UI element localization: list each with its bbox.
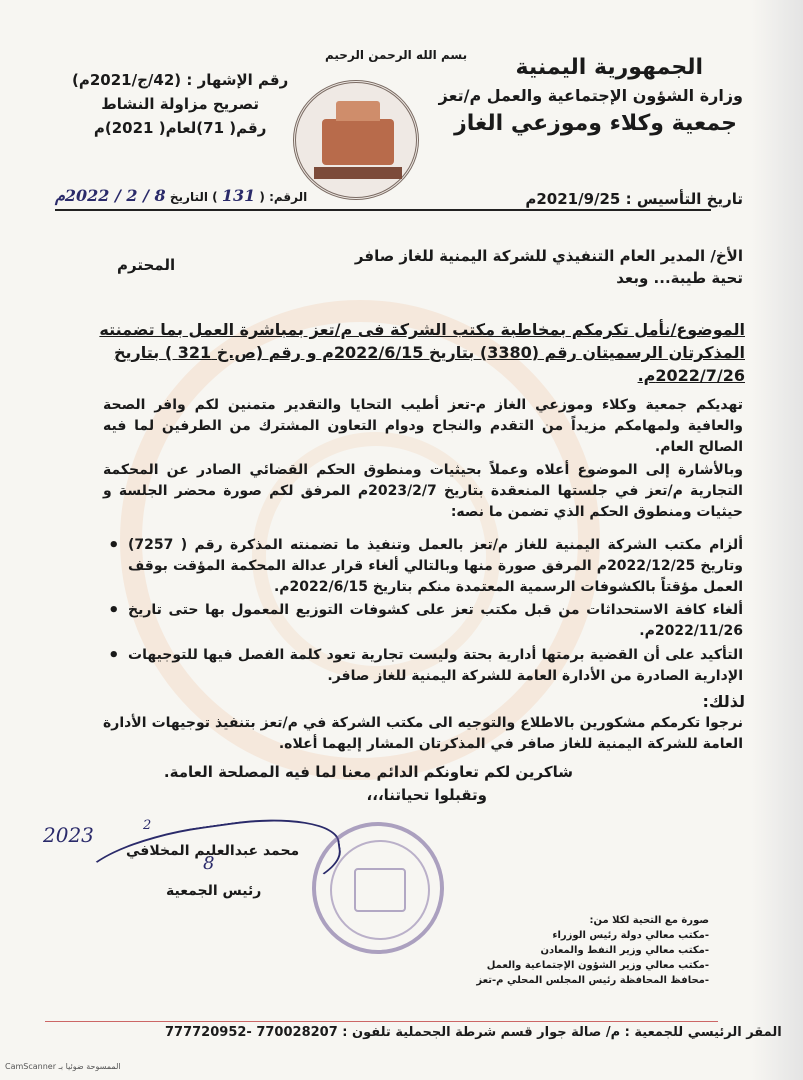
respect-label: المحترم [117, 256, 176, 274]
page-edge-shadow [751, 0, 803, 1080]
official-stamp [312, 822, 444, 954]
greeting-line: تحية طيبة... وبعد [616, 269, 743, 287]
association-name: جمعية وكلاء وموزعي الغاز [454, 111, 737, 136]
signatory-title: رئيس الجمعية [166, 883, 262, 899]
subject-line: الموضوع/نأمل تكرمكم بمخاطبة مكتب الشركة فى م/تعز بمباشرة العمل بما تضمنته المذكرتان الرسميتان رقم (3380) بتاريخ 2022/6/15م و رقم (ص.خ 321 ) بتاريخ 2022/7/26م. [99, 320, 745, 385]
permit-label: تصريح مزاولة النشاط [101, 95, 260, 113]
ref-label: الرقم: ( [259, 190, 308, 204]
handwritten-year: 2023 [43, 823, 94, 847]
cc-title: صورة مع التحية لكلا من: [589, 915, 709, 926]
bullet-item: ألزام مكتب الشركة اليمنية للغاز م/تعز بالعمل وتنفيذ ما تضمنته المذكرة رقم ( 7257) وتاريخ 2022/12/25م المرفق صورة منها وبالتالي ألغاء قرار عدالة المحكمة المؤقت بوقف العمل مؤقتاً بالكشوفات الرسمية المعتمدة منكم بتاريخ 2022/6/15م. • [128, 535, 743, 598]
date-label: ) التاريخ [169, 190, 218, 204]
bullet-item: التأكيد على أن القضية برمتها أدارية بحتة وليست تجارية تعود كلمة الفصل فيها للتوجيهات الإدارية الصادرة من الأدارة العامة للشركة اليمنية للغاز صافر. • [128, 645, 743, 687]
cc-item: -مكتب معالي دولة رئيس الوزراء [552, 930, 709, 941]
body-paragraph-3: نرجوا تكرمكم مشكورين بالاطلاع والتوجيه الى مكتب الشركة في م/تعز بتنفيذ توجيهات الأدارة العامة للشركة اليمنية للغاز صافر في المذكرتان المشار إليهما أعلاه. [103, 715, 743, 752]
footer-address: المقر الرئيسي للجمعية : م/ صالة جوار قسم شرطة الجحملية تلفون : 770028207 -777720952 [165, 1025, 782, 1040]
scanner-watermark: CamScanner الممسوحة ضوئيا بـ [5, 1062, 121, 1071]
ref-number: 131 [221, 186, 256, 205]
date-value: 8 / 2 / 2022م [55, 186, 166, 205]
handwritten-number: 2 [143, 818, 152, 833]
basmala: بسم الله الرحمن الرحيم [325, 48, 468, 62]
logo-base [314, 167, 402, 179]
stamp-emblem-icon [354, 868, 406, 912]
ministry-name: وزارة الشؤون الإجتماعية والعمل م/تعز [438, 86, 743, 105]
addressee-block [103, 245, 743, 289]
regards-line: وتقبلوا تحياتنا،،، [366, 786, 487, 804]
thanks-line: شاكرين لكم تعاونكم الدائم معنا لما فيه المصلحة العامة. [163, 763, 573, 781]
country-name: الجمهورية اليمنية [515, 55, 703, 80]
cc-list [476, 913, 709, 988]
registration-number: رقم الإشهار : (42/ج/2021م) [72, 71, 289, 89]
footer-divider [45, 1021, 718, 1022]
logo-building-icon [322, 119, 394, 165]
cc-item: -محافظ المحافظة رئيس المجلس المحلي م-تعز [476, 975, 709, 986]
permit-number: رقم( 71)لعام( 2021)م [93, 119, 267, 137]
cc-item: -مكتب معالي وزير الشؤون الإجتماعية والعمل [486, 960, 709, 971]
signatory-name: محمد عبدالعليم المخلافي [126, 843, 300, 859]
founding-date: تاريخ التأسيس : 2021/9/25م [525, 190, 743, 208]
letterhead-right [439, 55, 743, 136]
header-divider [55, 209, 711, 211]
reference-line [55, 186, 307, 205]
letterhead-left [72, 68, 288, 140]
body-paragraph-1: تهديكم جمعية وكلاء وموزعي الغاز م-تعز أطيب التحايا والتقدير متمنين لكم وافر الصحة والعافية ولمهامكم مزيداً من التقدم والنجاح ودوام التعاون المشترك من الطرفين لما فيه الصالح العام. [103, 397, 743, 455]
cc-item: -مكتب معالي وزير النفط والمعادن [540, 945, 709, 956]
addressee-line: الأخ/ المدير العام التنفيذي للشركة اليمنية للغاز صافر [354, 247, 743, 265]
body-paragraph-2: وبالأشارة إلى الموضوع أعلاه وعملاً بحيثيات ومنطوق الحكم القضائي الصادر عن المحكمة التجارية م/تعز في جلستها المنعقدة بتاريخ 2023/2/7م المرفق لكم صورة محضر الجلسة و حيثيات ومنطوق الحكم الذي تضمن ما نصه: [103, 462, 743, 520]
bullet-item: ألغاء كافة الاستحداثات من قبل مكتب تعز على كشوفات التوزيع المعمول بها حتى تاريخ 2022/11/26م. • [128, 600, 743, 642]
handwritten-day: 8 [203, 853, 215, 874]
therefore-label: لذلك: [702, 692, 745, 711]
association-logo [293, 80, 419, 200]
